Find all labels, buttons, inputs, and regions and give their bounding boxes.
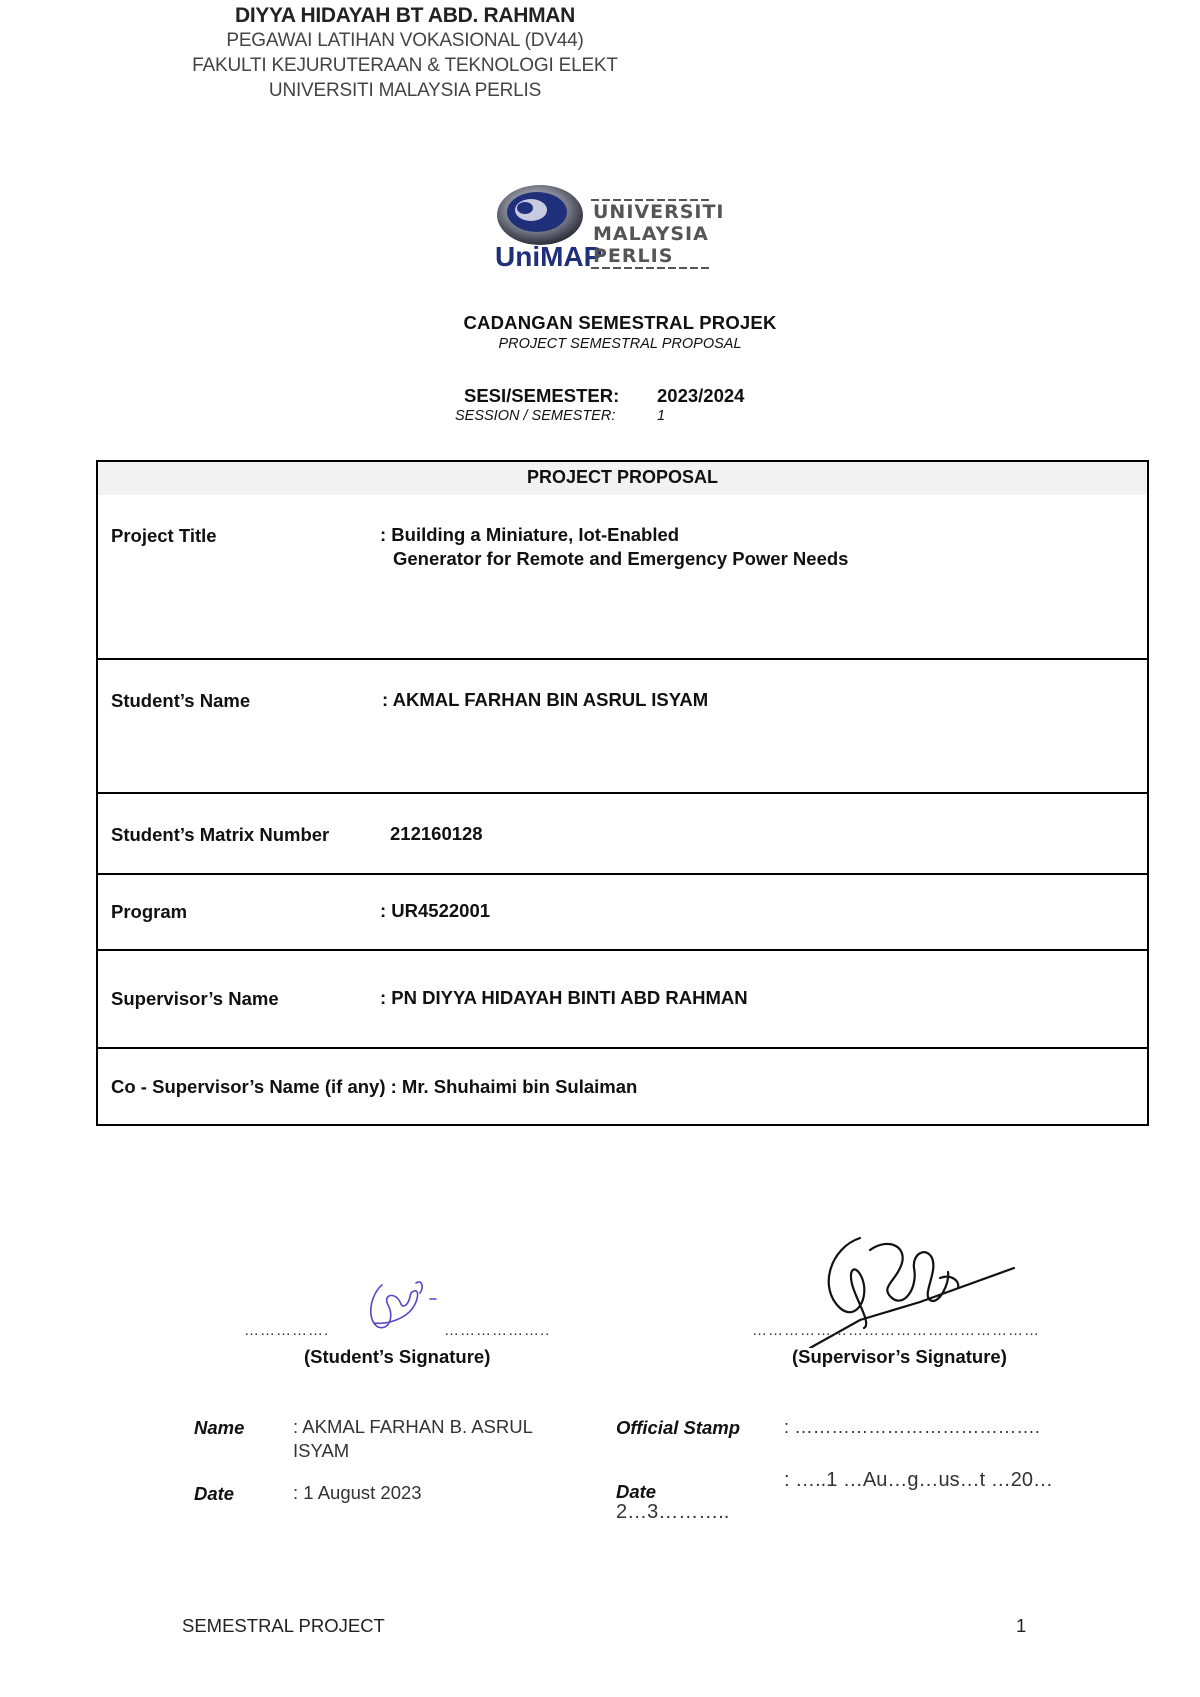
supervisor-signature-label: (Supervisor’s Signature) (792, 1346, 1007, 1367)
name-label: Name (194, 1417, 245, 1438)
proposal-table (96, 460, 1149, 1126)
stamp-position: PEGAWAI LATIHAN VOKASIONAL (DV44) (226, 30, 584, 51)
student-name-value: : AKMAL FARHAN BIN ASRUL ISYAM (382, 689, 709, 710)
footer-title: SEMESTRAL PROJECT (182, 1615, 385, 1636)
student-name-label: Student’s Name (111, 690, 251, 711)
name-value: : AKMAL FARHAN B. ASRUL ISYAM (293, 1416, 533, 1461)
supervisor-date-value-2: 2…3……….. (616, 1501, 730, 1523)
student-signature-image (360, 1265, 440, 1335)
logo-text-2: MALAYSIA (593, 223, 709, 245)
page-number: 1 (1016, 1615, 1027, 1636)
official-stamp-value: : …………………………………. (784, 1416, 1040, 1437)
student-signature-label: (Student’s Signature) (304, 1346, 491, 1367)
logo-wordmark: UniMAP (495, 241, 603, 272)
session-label-en: SESSION / SEMESTER: (455, 408, 616, 424)
semester-value: 1 (657, 408, 666, 424)
session-value: 2023/2024 (657, 385, 745, 406)
supervisor-name-value: : PN DIYYA HIDAYAH BINTI ABD RAHMAN (380, 987, 748, 1008)
project-title-value-2: Generator for Remote and Emergency Power Needs (393, 548, 849, 569)
row-divider (98, 658, 1147, 660)
table-header: PROJECT PROPOSAL (98, 462, 1147, 495)
session-label: SESI/SEMESTER: (464, 385, 620, 406)
student-signature-dots-right: ……………….. (444, 1322, 551, 1339)
project-title-value-1: : Building a Miniature, Iot-Enabled (380, 524, 680, 545)
supervisor-signature-dots: ……………………………………………… (752, 1322, 1040, 1339)
program-value: : UR4522001 (380, 900, 491, 921)
supervisor-date-value-1: : …..1 …Au…g…us…t …20… (784, 1469, 1053, 1491)
document-subtitle: PROJECT SEMESTRAL PROPOSAL (498, 336, 742, 352)
logo-text-3: PERLIS (593, 245, 674, 267)
program-label: Program (111, 901, 188, 922)
row-divider (98, 1047, 1147, 1049)
cosupervisor-line: Co - Supervisor’s Name (if any) : Mr. Shuhaimi bin Sulaiman (111, 1076, 638, 1097)
official-stamp-label: Official Stamp (616, 1417, 741, 1438)
project-title-label: Project Title (111, 525, 217, 546)
date-value: : 1 August 2023 (293, 1482, 422, 1503)
supervisor-name-label: Supervisor’s Name (111, 988, 279, 1009)
unimap-logo (495, 180, 725, 275)
date-label: Date (194, 1483, 235, 1504)
row-divider (98, 873, 1147, 875)
matrix-number-value: 212160128 (390, 823, 483, 844)
supervisor-date-label: Date (616, 1481, 657, 1502)
logo-text-1: UNIVERSITI (593, 201, 725, 223)
official-stamp-header (170, 4, 640, 103)
stamp-name: DIYYA HIDAYAH BT ABD. RAHMAN (234, 4, 576, 27)
row-divider (98, 949, 1147, 951)
matrix-number-label: Student’s Matrix Number (111, 824, 330, 845)
stamp-faculty: FAKULTI KEJURUTERAAN & TEKNOLOGI ELEKT (192, 55, 618, 76)
document-title: CADANGAN SEMESTRAL PROJEK (463, 312, 777, 333)
stamp-university: UNIVERSITI MALAYSIA PERLIS (268, 80, 542, 101)
student-signature-dots-left: ……………. (244, 1322, 330, 1339)
row-divider (98, 792, 1147, 794)
